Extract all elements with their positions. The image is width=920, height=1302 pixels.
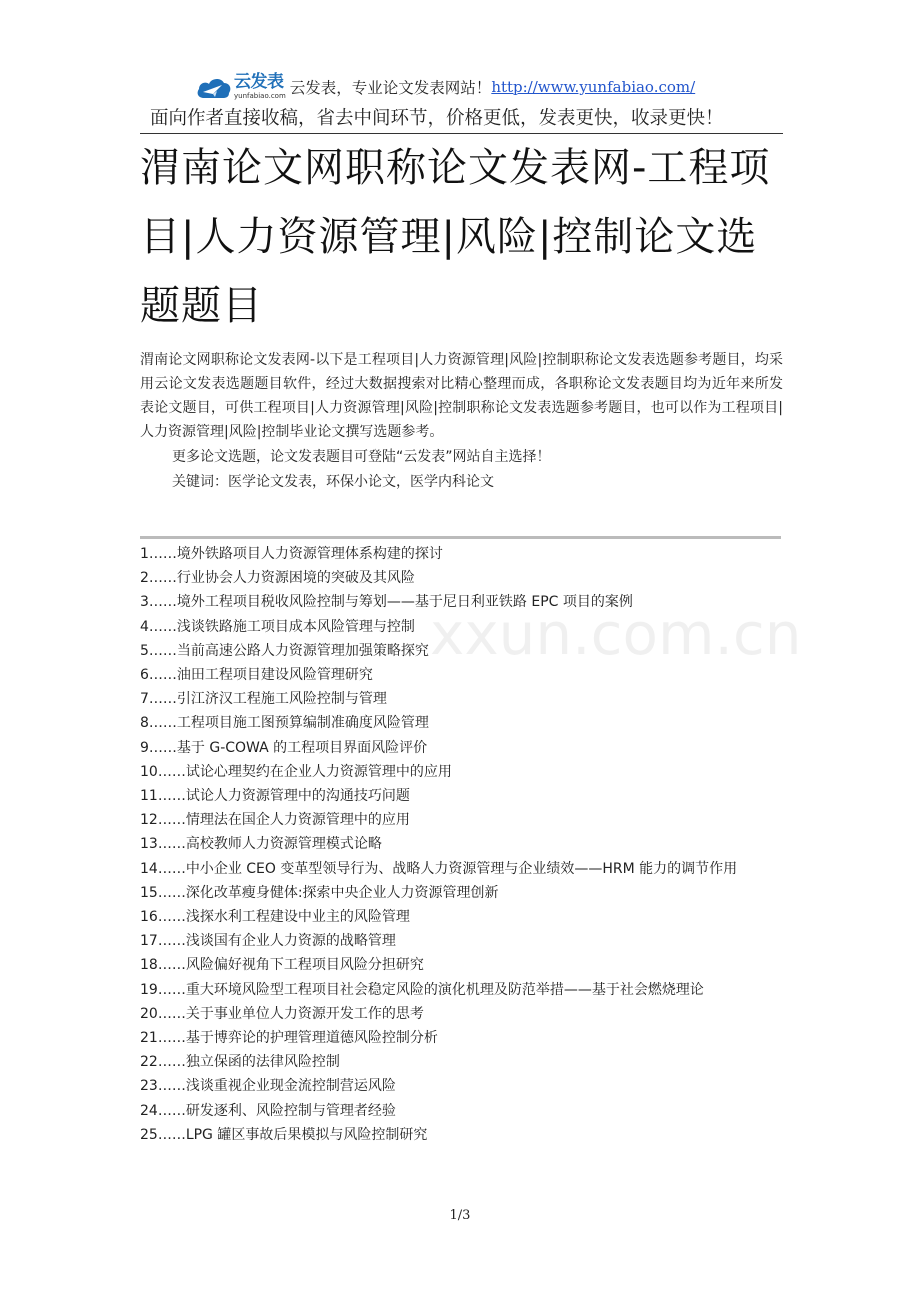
topic-item: 22……独立保函的法律风险控制	[140, 1054, 340, 1071]
topic-list	[140, 542, 782, 1147]
topic-item: 1……境外铁路项目人力资源管理体系构建的探讨	[140, 546, 443, 562]
logo-brand: 云发表	[234, 72, 284, 92]
topic-item: 15……深化改革瘦身健体:探索中央企业人力资源管理创新	[140, 884, 499, 901]
topic-item: 8……工程项目施工图预算编制准确度风险管理	[140, 715, 429, 732]
more-topics-note: 更多论文选题，论文发表题目可登陆“云发表”网站自主选择！	[172, 449, 551, 465]
intro-paragraph: 渭南论文网职称论文发表网-以下是工程项目|人力资源管理|风险|控制职称论文发表选题参考题目，均采用云论文发表选题题目软件，经过大数据搜索对比精心整理而成，各职称论文发表题目均为近年来所发表论文题目，可供工程项目|人力资源管理|风险|控制职称论文发表选题参考题目，也可以作为工程项目|人力资源管理|风险|控制毕业论文撰写选题参考。	[140, 352, 783, 440]
topic-item: 3……境外工程项目税收风险控制与筹划——基于尼日利亚铁路 EPC 项目的案例	[140, 594, 633, 611]
topic-item: 20……关于事业单位人力资源开发工作的思考	[140, 1005, 424, 1022]
topic-item: 18……风险偏好视角下工程项目风险分担研究	[140, 957, 424, 974]
page-number: 1/3	[449, 1208, 471, 1223]
topic-item: 7……引江济汉工程施工风险控制与管理	[140, 691, 387, 708]
logo-domain: yunfabiao.com	[234, 92, 286, 100]
topic-item: 9……基于 G-COWA 的工程项目界面风险评价	[140, 739, 428, 756]
topic-item: 5……当前高速公路人力资源管理加强策略探究	[140, 642, 429, 659]
keywords-line: 关键词：医学论文发表，环保小论文，医学内科论文	[172, 474, 494, 490]
topic-item: 24……研发逐利、风险控制与管理者经验	[140, 1102, 396, 1119]
topic-item: 21……基于博弈论的护理管理道德风险控制分析	[140, 1030, 438, 1047]
cloud-icon	[196, 72, 232, 102]
section-divider	[140, 536, 781, 539]
topic-item: 25……LPG 罐区事故后果模拟与风险控制研究	[140, 1126, 428, 1143]
page-title: 渭南论文网职称论文发表网-工程项目|人力资源管理|风险|控制论文选题题目	[140, 145, 771, 329]
watermark: xxun.com.cn	[430, 600, 802, 668]
site-slogan: 云发表，专业论文发表网站！	[289, 79, 492, 97]
topic-item: 13……高校教师人力资源管理模式论略	[140, 836, 382, 853]
topic-item: 12……情理法在国企人力资源管理中的应用	[140, 812, 410, 829]
site-logo[interactable]	[196, 72, 286, 102]
site-header	[196, 70, 695, 104]
topic-item: 10……试论心理契约在企业人力资源管理中的应用	[140, 763, 452, 780]
topic-item: 11……试论人力资源管理中的沟通技巧问题	[140, 788, 410, 805]
topic-item: 14……中小企业 CEO 变革型领导行为、战略人力资源管理与企业绩效——HRM 能力的调节作用	[140, 860, 738, 877]
topic-item: 4……浅谈铁路施工项目成本风险管理与控制	[140, 618, 415, 635]
topic-item: 2……行业协会人力资源困境的突破及其风险	[140, 570, 415, 587]
header-tagline: 面向作者直接收稿，省去中间环节，价格更低，发表更快，收录更快！	[150, 108, 724, 129]
topic-item: 17……浅谈国有企业人力资源的战略管理	[140, 933, 396, 950]
topic-item: 23……浅谈重视企业现金流控制营运风险	[140, 1078, 396, 1095]
site-url-link[interactable]: http://www.yunfabiao.com/	[491, 78, 696, 96]
topic-item: 16……浅探水利工程建设中业主的风险管理	[140, 909, 410, 926]
topic-item: 6……油田工程项目建设风险管理研究	[140, 667, 373, 684]
topic-item: 19……重大环境风险型工程项目社会稳定风险的演化机理及防范举措——基于社会燃烧理论	[140, 981, 704, 998]
